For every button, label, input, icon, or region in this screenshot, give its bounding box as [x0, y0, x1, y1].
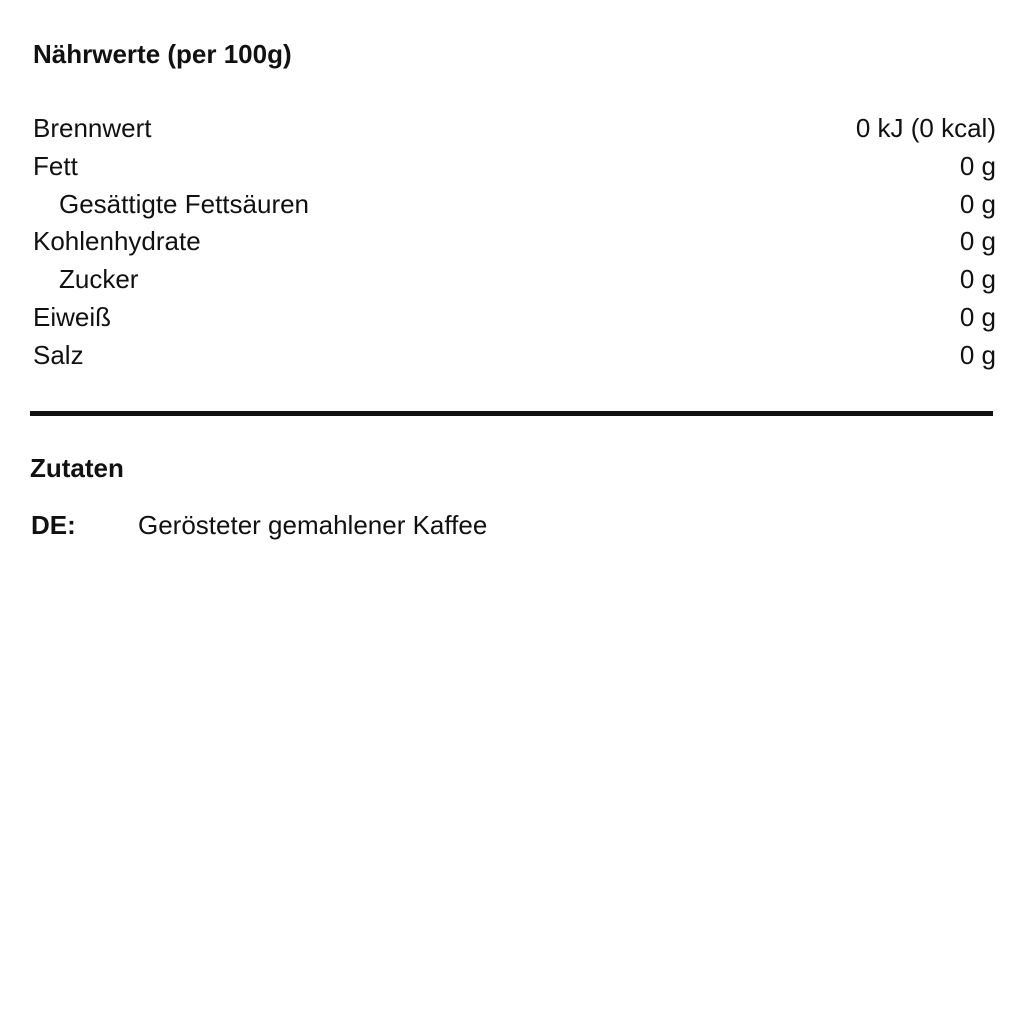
nutrition-row-eiweiss	[33, 299, 996, 337]
nutrition-row-salz	[33, 337, 996, 375]
ingredients-text: Gerösteter gemahlener Kaffee	[138, 510, 488, 540]
row-label: Gesättigte Fettsäuren	[59, 188, 310, 219]
nutrition-row-brennwert	[33, 110, 996, 148]
row-value: 0 kJ (0 kcal)	[855, 113, 996, 143]
ingredients-line	[31, 508, 487, 542]
ingredients-title: Zutaten	[30, 453, 124, 483]
row-value: 0 g	[959, 264, 996, 295]
row-value: 0 g	[959, 188, 996, 219]
nutrition-row-fett	[33, 148, 996, 186]
row-value: 0 g	[959, 150, 996, 181]
nutrition-title: Nährwerte (per 100g)	[33, 39, 292, 69]
row-label: Fett	[33, 150, 78, 181]
row-value: 0 g	[959, 339, 996, 370]
nutrition-table	[33, 110, 996, 375]
row-label: Eiweiß	[33, 301, 112, 332]
row-value: 0 g	[959, 301, 996, 332]
row-label: Zucker	[59, 264, 139, 295]
row-value: 0 g	[959, 226, 996, 257]
nutrition-row-zucker	[33, 261, 996, 299]
nutrition-row-gesaettigte-fettsaeuren	[33, 186, 996, 224]
language-code: DE:	[31, 510, 76, 540]
nutrition-row-kohlenhydrate	[33, 223, 996, 261]
section-divider	[30, 411, 993, 416]
row-label: Brennwert	[33, 113, 152, 143]
row-label: Kohlenhydrate	[33, 226, 201, 257]
row-label: Salz	[33, 339, 84, 370]
